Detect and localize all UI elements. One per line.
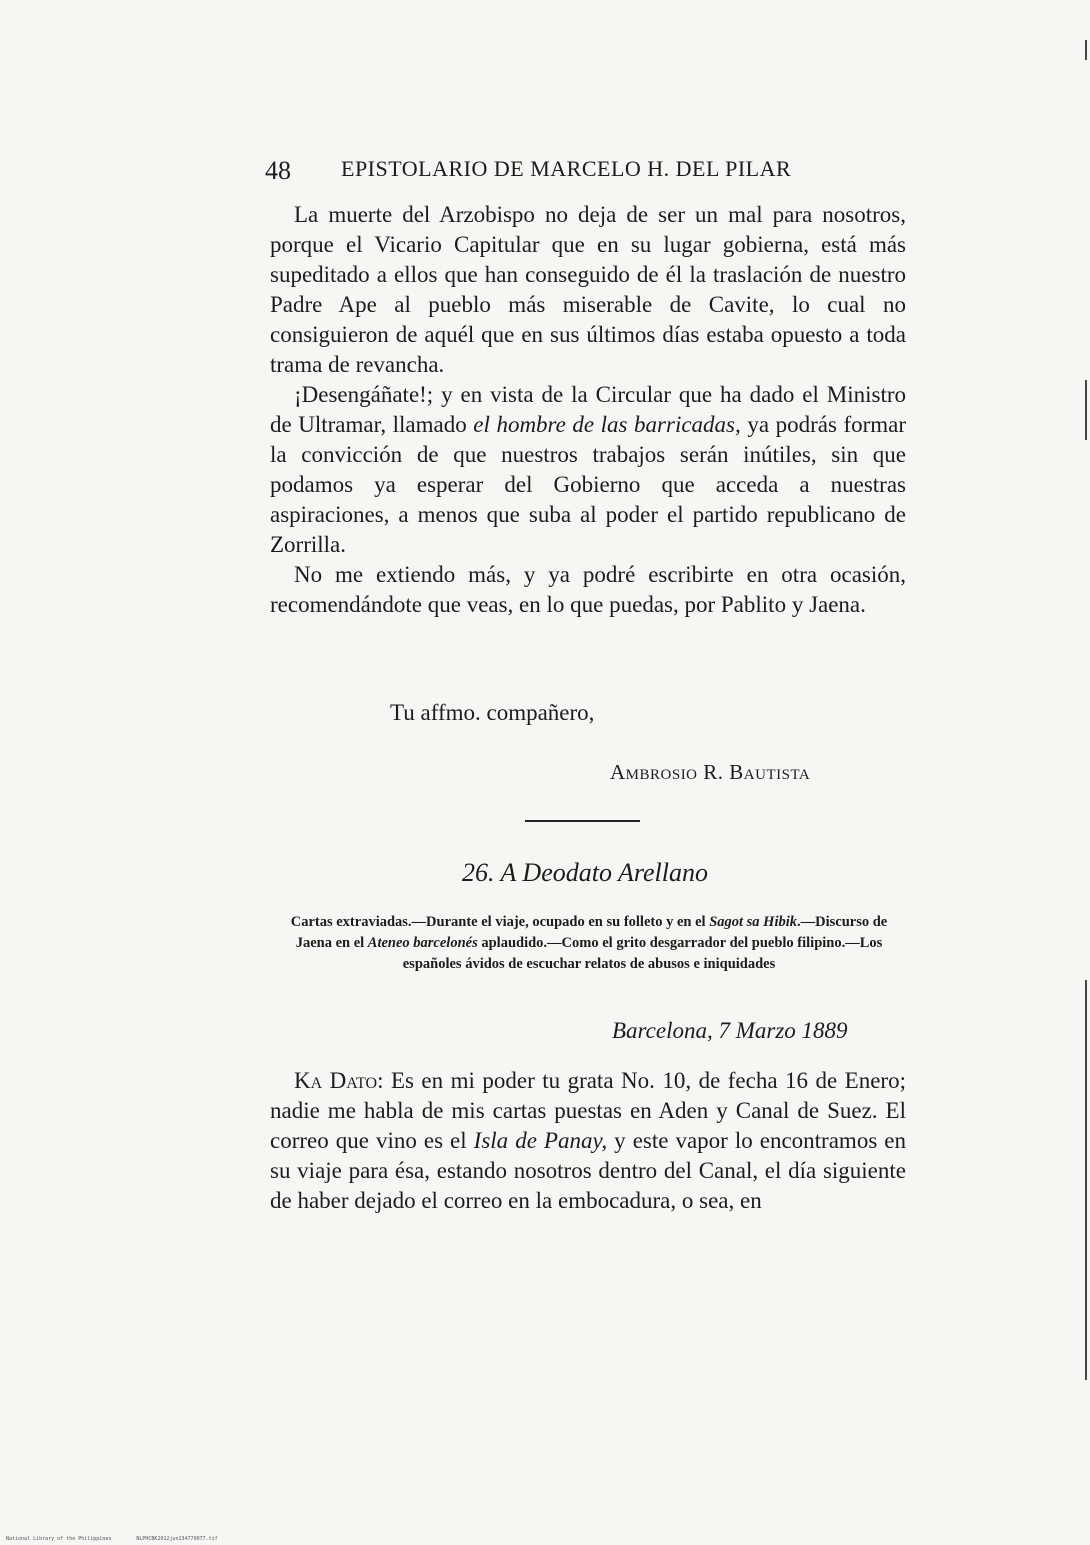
letter-heading (0, 858, 1090, 888)
paragraph: No me extiendo más, y ya podré escribirte en otra ocasión, recomendándote que veas, en lo que puedas, por Pablito y Jaena. (270, 562, 906, 617)
scan-footer (6, 1536, 240, 1542)
summary-text: .—Discurso de Jaena en el (295, 914, 888, 951)
footer-filename: NLPHCBK2012jun234770077.tif (136, 1536, 218, 1542)
dateline: Barcelona, 7 Marzo 1889 (612, 1018, 848, 1043)
paragraph: La muerte del Arzobispo no deja de ser un mal para nosotros, porque el Vicario Capitular que en su lugar gobierna, está más supeditado a ellos que han conseguido de él la traslación de nuestro Padre Ape al pueblo más miserable de Cavite, lo cual no consiguieron de aquél que en sus últimos días estaba opuesto a toda trama de revancha. (270, 202, 906, 377)
footer-library: National Library of the Philippines (6, 1536, 112, 1542)
summary-text: aplaudido.—Como el grito desgarrador del pueblo filipino.—Los españoles ávidos de escuchar relatos de abusos e iniquidades (402, 935, 883, 972)
section-divider (525, 820, 640, 822)
scan-edge-mark (1085, 980, 1087, 1380)
paragraph (270, 1066, 906, 1216)
summary-italic: Ateneo barcelonés (367, 935, 478, 951)
paragraph-italic: Isla de Panay, (473, 1128, 608, 1153)
running-title: EPISTOLARIO DE MARCELO H. DEL PILAR (341, 156, 792, 181)
page-header (265, 152, 915, 188)
letter-heading-text: 26. A Deodato Arellano (461, 858, 709, 887)
paragraph-text: ya podrás formar la convicción de que nuestros trabajos serán inútiles, sin que podamos ya esperar del Gobierno que acceda a nuestras aspiraciones, a menos que suba al poder el partido republicano de Zorrilla. (270, 412, 907, 557)
summary-text: Cartas extraviadas.—Durante el viaje, ocupado en su folleto y en el (290, 914, 710, 930)
summary-italic: Sagot sa Hibik (709, 914, 798, 930)
letter-summary (272, 912, 906, 975)
paragraph-text: y este vapor lo encontramos en su viaje para ésa, estando nosotros dentro del Canal, el día siguiente de haber dejado el correo en la embocadura, o sea, en (270, 1128, 906, 1213)
paragraph-italic: el hombre de las barricadas, (473, 412, 741, 437)
page-number: 48 (265, 156, 291, 185)
paragraph (270, 380, 906, 560)
signature: Ambrosio R. Bautista (610, 760, 811, 784)
letter-26-body (270, 1066, 906, 1216)
scan-edge-mark (1085, 380, 1087, 440)
paragraph-text: ¡Desengáñate!; y en vista de la Circular que ha dado el Ministro de Ultramar, llamado (270, 382, 906, 437)
salutation: Ka Dato: (294, 1068, 384, 1093)
closing-line: Tu affmo. compañero, (390, 700, 595, 725)
paragraph-text: Es en mi poder tu grata No. 10, de fecha 16 de Enero; nadie me habla de mis cartas puestas en Aden y Canal de Suez. El correo que vino es el (270, 1068, 906, 1153)
scan-edge-mark (1085, 40, 1087, 60)
letter-25-body (270, 200, 906, 620)
